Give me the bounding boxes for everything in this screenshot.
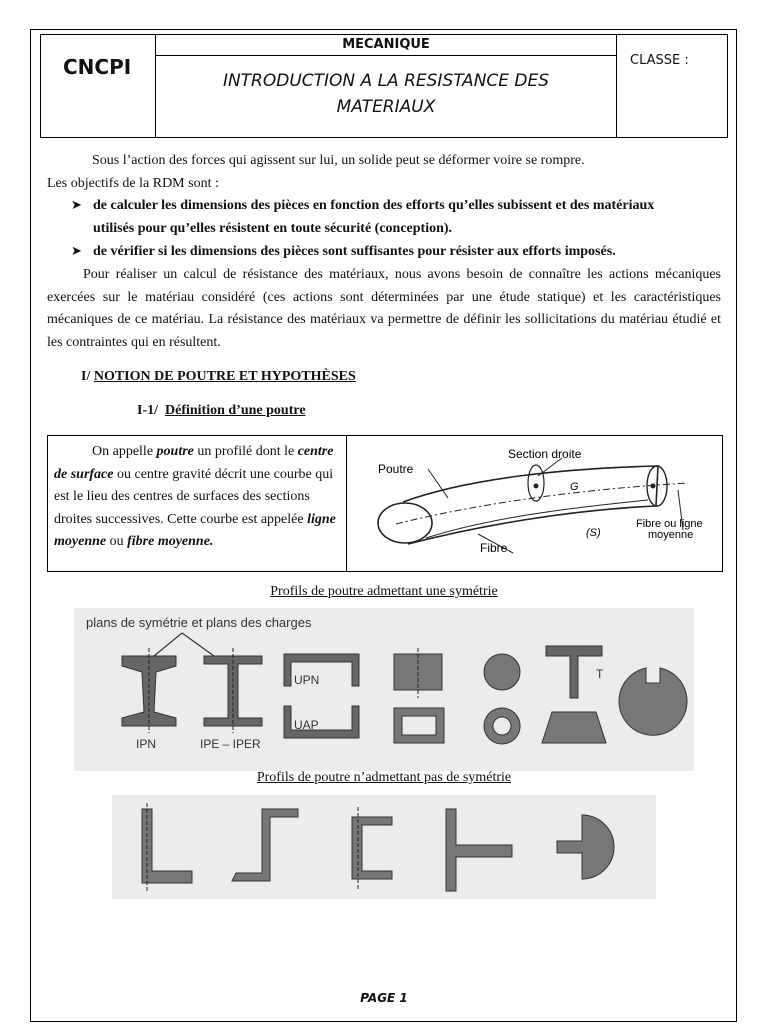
tee-side-profile <box>446 809 512 891</box>
definition-text <box>48 436 347 571</box>
def-term-ligne: ligne moyenne <box>54 511 336 549</box>
header-table <box>40 34 728 138</box>
def-term-poutre: poutre <box>156 444 194 459</box>
section-title: NOTION DE POUTRE ET HYPOTHÈSES <box>93 369 356 384</box>
nonsymmetric-profiles-figure <box>112 795 656 899</box>
subsection-heading <box>137 403 306 419</box>
def-text-3: ou centre gravité décrit une courbe qui est le lieu des centres de surfaces des sections droites successives. Cette courbe est appelée <box>54 466 334 527</box>
beam-diagram <box>348 438 722 570</box>
intro-paragraph-2: Les objectifs de la RDM sont : <box>47 176 219 191</box>
square-hollow-profile <box>394 708 444 743</box>
round-solid-profile <box>484 654 520 690</box>
def-term-centre: centre de surface <box>54 444 334 482</box>
label-ipn: IPN <box>136 737 157 751</box>
label-s: (S) <box>586 527 601 539</box>
label-section-droite: Section droite <box>508 447 582 461</box>
bullet-item <box>93 195 723 240</box>
trapezoid-profile <box>542 712 606 743</box>
ipn-profile <box>122 648 176 733</box>
label-ipe: IPE – IPER <box>200 737 261 751</box>
bullet-arrow-icon: ➤ <box>71 243 82 258</box>
section-heading <box>81 369 356 385</box>
round-hollow-profile <box>484 708 520 744</box>
label-uap: UAP <box>294 718 319 732</box>
symmetric-profiles-figure <box>74 608 694 771</box>
definition-box <box>47 435 723 572</box>
bullet-1-line-1: de calculer les dimensions des pièces en fonction des efforts qu’elles subissent et des matériaux <box>93 198 655 213</box>
bullet-2-line-1: de vérifier si les dimensions des pièces sont suffisantes pour résister aux efforts imposés. <box>93 244 616 259</box>
bullet-arrow-icon: ➤ <box>71 197 82 212</box>
school-cell <box>41 35 156 137</box>
z-profile <box>232 809 298 881</box>
label-upn: UPN <box>294 673 320 687</box>
section-number: I/ <box>81 369 91 384</box>
intro-paragraph-3: Pour réaliser un calcul de résistance des matériaux, nous avons besoin de connaître les actions mécaniques exercées sur le matériau considéré (ces actions sont déterminées par une étude statique) et les caractéristiques mécaniques de ce matériau. La résistance des matériaux va permettre de définir les sollicitations du matériau étudié et les contraintes qui en résultent. <box>47 267 721 350</box>
ipe-profile <box>204 648 262 733</box>
school-name: CNCPI <box>63 55 132 79</box>
def-text-1: On appelle <box>92 444 157 459</box>
intro-paragraph-1: Sous l’action des forces qui agissent sur lui, un solide peut se déformer voire se rompre. <box>92 153 585 168</box>
label-t: T <box>596 667 604 681</box>
notched-circle-profile <box>557 815 614 879</box>
class-label: CLASSE : <box>630 53 689 68</box>
page-number: PAGE 1 <box>360 991 408 1005</box>
keyed-circle-profile <box>619 668 687 735</box>
title-line-1: INTRODUCTION A LA RESISTANCE DES <box>222 71 550 91</box>
document-title <box>156 56 616 120</box>
subject-label: MECANIQUE <box>156 35 616 56</box>
bullet-item <box>93 241 723 264</box>
plans-label: plans de symétrie et plans des charges <box>86 615 312 630</box>
label-poutre: Poutre <box>378 462 414 476</box>
bullet-1-line-2: utilisés pour qu’elles résistent en toute sécurité (conception). <box>93 220 453 236</box>
subsection-number: I-1/ <box>137 403 158 418</box>
label-fibre-ligne-1: Fibre ou ligne <box>636 518 703 530</box>
def-text-2: un profilé dont le <box>193 444 298 459</box>
title-cell <box>156 35 617 137</box>
t-profile <box>546 646 602 698</box>
subsection-title: Définition d’une poutre <box>165 403 306 418</box>
label-fibre-ligne-2: moyenne <box>648 529 694 541</box>
label-g: G <box>570 481 579 493</box>
caption-symmetric: Profils de poutre admettant une symétrie <box>270 584 498 599</box>
def-term-fibre: fibre moyenne. <box>127 534 214 549</box>
caption-nonsymmetric: Profils de poutre n’admettant pas de symétrie <box>256 770 512 785</box>
def-text-4: ou <box>106 534 128 549</box>
title-line-2: MATERIAUX <box>336 97 436 117</box>
angle-profile <box>142 809 192 883</box>
label-fibre: Fibre <box>480 541 508 555</box>
